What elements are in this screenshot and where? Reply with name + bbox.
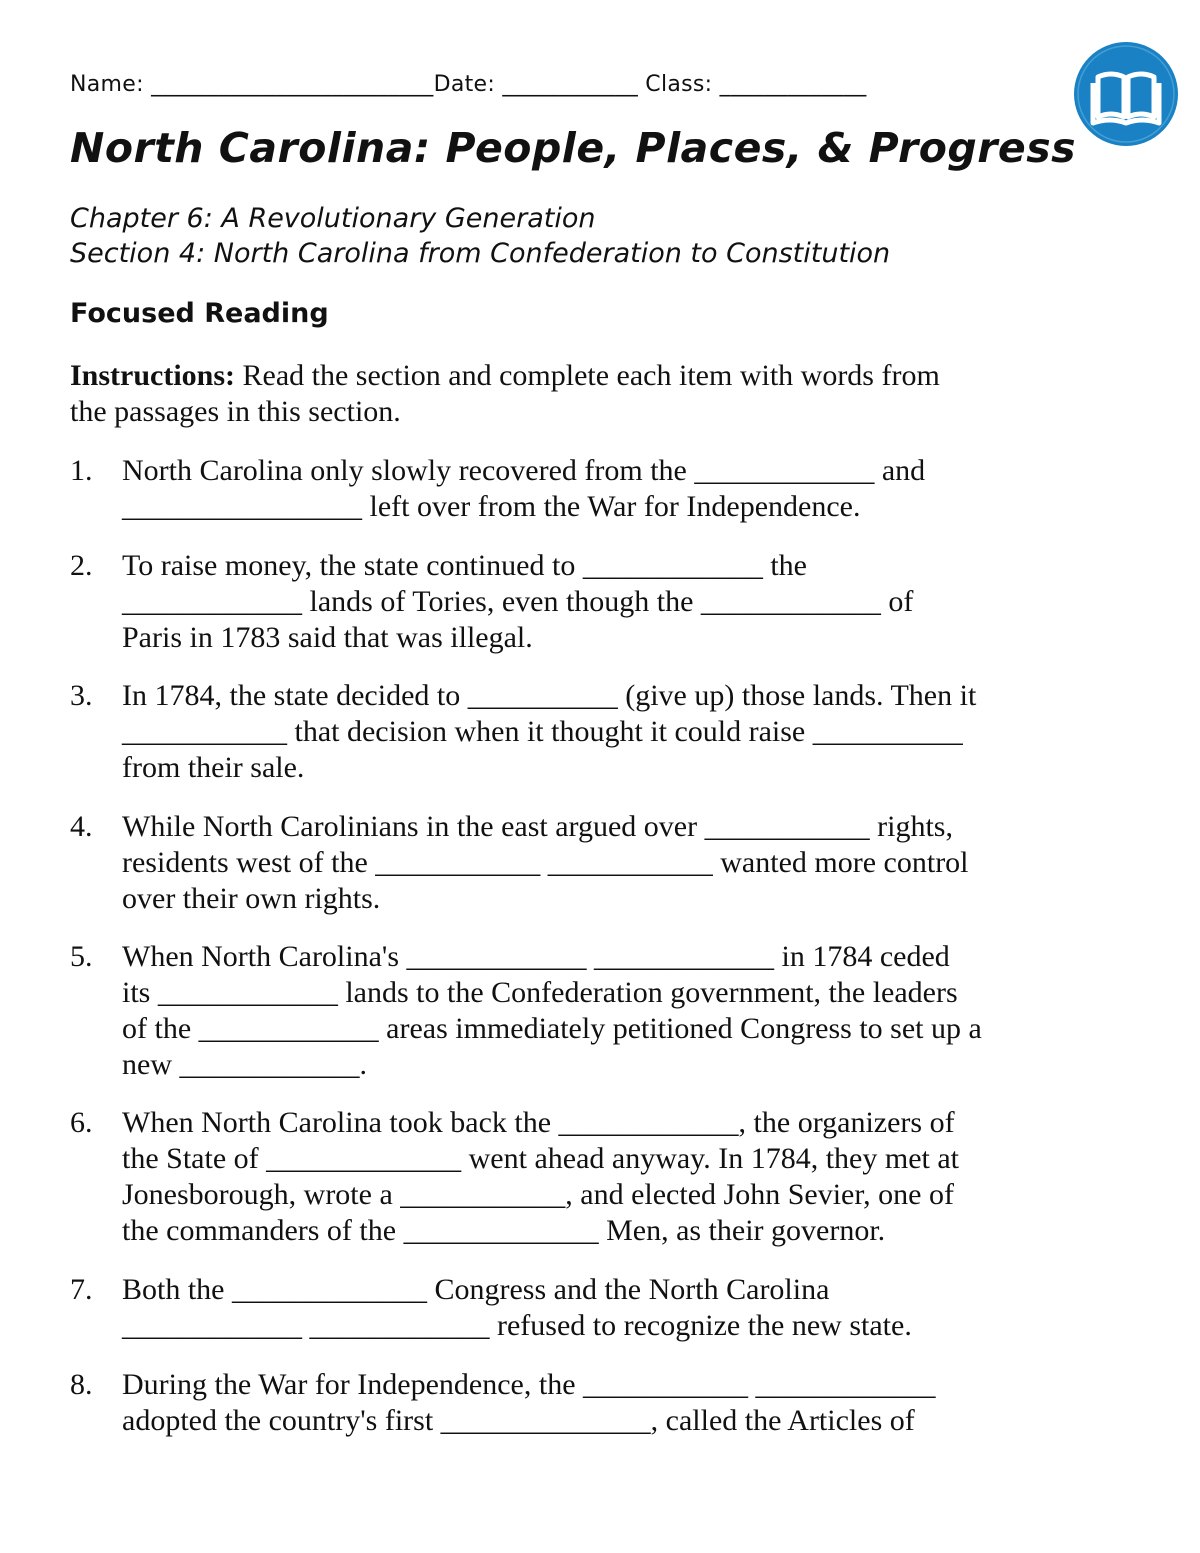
instructions-text (70, 358, 1130, 430)
question-line: over their own rights. (122, 882, 381, 915)
question-line: When North Carolina's ____________ ____________ in 1784 ceded (122, 940, 950, 973)
question-line: ___________ that decision when it thought it could raise __________ (122, 715, 963, 748)
instructions-text-line-1: Read the section and complete each item with words from (235, 359, 940, 392)
question-text (122, 939, 982, 1083)
question-number: 2. (70, 549, 93, 582)
chapter-heading: Chapter 6: A Revolutionary Generation (70, 203, 596, 234)
question-number: 1. (70, 454, 93, 487)
question-text (122, 453, 925, 525)
question-line: from their sale. (122, 751, 305, 784)
question-line: Both the _____________ Congress and the North Carolina (122, 1273, 830, 1306)
question-number: 5. (70, 940, 93, 973)
question-line: Jonesborough, wrote a ___________, and elected John Sevier, one of (122, 1178, 954, 1211)
question-line: residents west of the ___________ ___________ wanted more control (122, 846, 969, 879)
open-book-icon (1073, 41, 1179, 147)
question-text (122, 809, 969, 917)
question-text (122, 548, 913, 656)
section-heading: Section 4: North Carolina from Confederation to Constitution (70, 238, 891, 269)
question-number: 8. (70, 1368, 93, 1401)
question-number: 6. (70, 1106, 93, 1139)
instructions-label: Instructions: (70, 359, 236, 392)
question-number: 7. (70, 1273, 93, 1306)
question-line: the State of _____________ went ahead anyway. In 1784, they met at (122, 1142, 960, 1175)
question-text (122, 678, 976, 786)
instructions-line-2: the passages in this section. (70, 395, 401, 428)
question-number: 4. (70, 810, 93, 843)
question-line: the commanders of the _____________ Men, as their governor. (122, 1214, 886, 1247)
question-line: To raise money, the state continued to ____________ the (122, 549, 807, 582)
question-line: ____________ ____________ refused to recognize the new state. (122, 1309, 912, 1342)
question-line: ____________ lands of Tories, even though the ____________ of (122, 585, 914, 618)
focused-reading-heading: Focused Reading (70, 298, 329, 329)
question-line: While North Carolinians in the east argued over ___________ rights, (122, 810, 953, 843)
page-title: North Carolina: People, Places, & Progress (70, 124, 1077, 172)
question-line: Paris in 1783 said that was illegal. (122, 621, 533, 654)
question-line: When North Carolina took back the ____________, the organizers of (122, 1106, 955, 1139)
header-fields-line: Name: _________________________Date: ____________ Class: _____________ (70, 72, 867, 97)
question-line: new ____________. (122, 1048, 367, 1081)
question-line: In 1784, the state decided to __________ (give up) those lands. Then it (122, 679, 977, 712)
instructions-line-1 (70, 358, 1130, 394)
question-line: its ____________ lands to the Confederation government, the leaders (122, 976, 958, 1009)
question-text (122, 1272, 912, 1344)
question-line: of the ____________ areas immediately petitioned Congress to set up a (122, 1012, 982, 1045)
question-line: adopted the country's first ______________, called the Articles of (122, 1404, 915, 1437)
question-text (122, 1105, 959, 1249)
question-line: ________________ left over from the War for Independence. (122, 490, 861, 523)
question-number: 3. (70, 679, 93, 712)
question-text (122, 1367, 936, 1439)
question-line: North Carolina only slowly recovered from the ____________ and (122, 454, 926, 487)
question-line: During the War for Independence, the ___________ ____________ (122, 1368, 936, 1401)
